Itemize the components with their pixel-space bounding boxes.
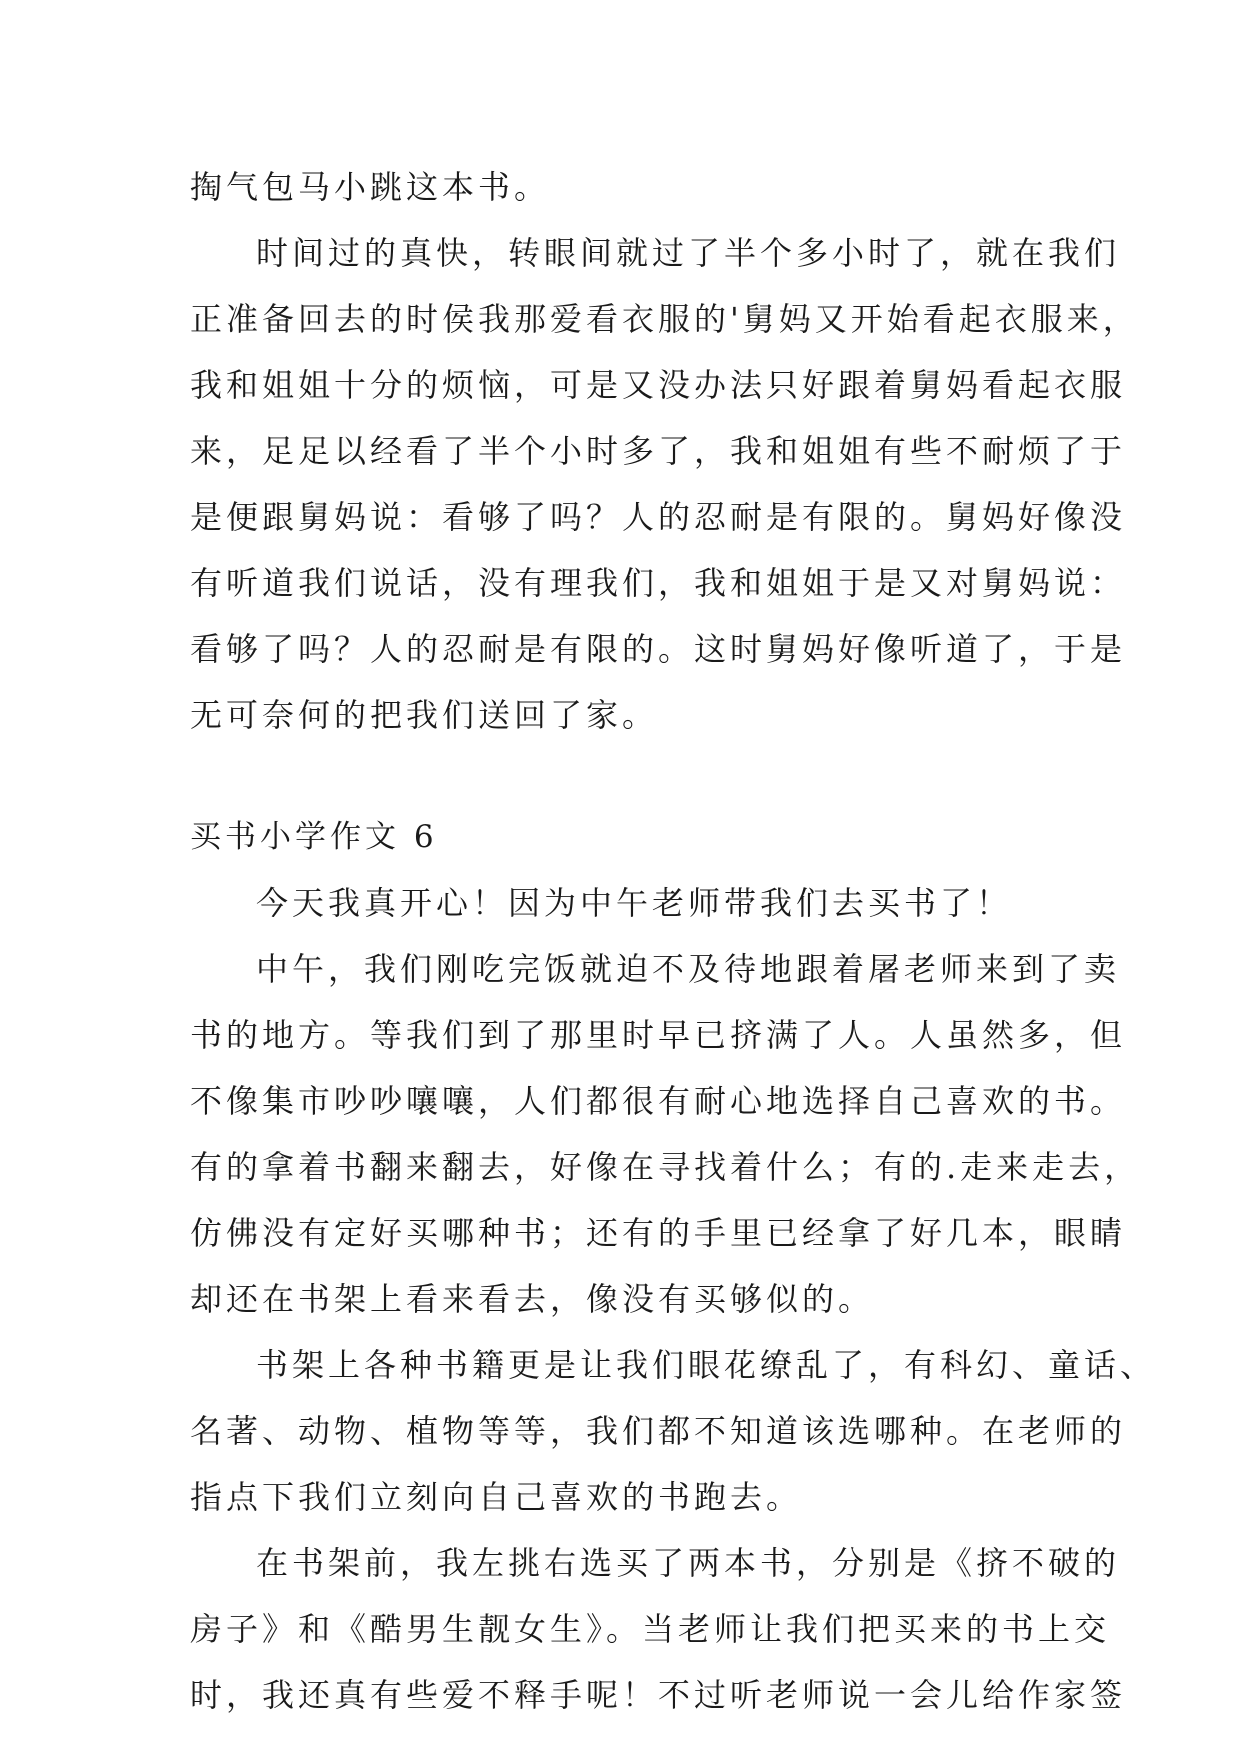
text-line: 来，足足以经看了半个小时多了，我和姐姐有些不耐烦了于 bbox=[190, 432, 1127, 470]
text-line: 却还在书架上看来看去，像没有买够似的。 bbox=[190, 1280, 875, 1318]
text-line: 有听道我们说话，没有理我们，我和姐姐于是又对舅妈说： bbox=[190, 564, 1127, 602]
document-body bbox=[190, 154, 1157, 1728]
paragraph bbox=[190, 154, 1070, 220]
text-line: 房子》和《酷男生靓女生》。当老师让我们把买来的书上交 bbox=[190, 1610, 1111, 1648]
text-line: 仿佛没有定好买哪种书；还有的手里已经拿了好几本，眼睛 bbox=[190, 1214, 1127, 1252]
section-title: 买书小学作文 6 bbox=[190, 819, 438, 855]
text-line: 是便跟舅妈说：看够了吗？人的忍耐是有限的。舅妈好像没 bbox=[190, 498, 1127, 536]
text-line: 掏气包马小跳这本书。 bbox=[190, 168, 551, 206]
text-line: 时，我还真有些爱不释手呢！不过听老师说一会儿给作家签 bbox=[190, 1676, 1127, 1714]
text-line: 我和姐姐十分的烦恼，可是又没办法只好跟着舅妈看起衣服 bbox=[190, 366, 1127, 404]
text-line: 不像集市吵吵嚷嚷，人们都很有耐心地选择自己喜欢的书。 bbox=[190, 1082, 1127, 1120]
text-line: 在书架前，我左挑右选买了两本书，分别是《挤不破的 bbox=[256, 1544, 1121, 1582]
text-line: 中午，我们刚吃完饭就迫不及待地跟着屠老师来到了卖 bbox=[256, 950, 1121, 988]
section-spacer bbox=[190, 748, 1070, 804]
text-line: 看够了吗？人的忍耐是有限的。这时舅妈好像听道了，于是 bbox=[190, 630, 1127, 668]
paragraph bbox=[190, 1332, 1157, 1530]
paragraph bbox=[190, 1530, 1127, 1728]
text-line: 书的地方。等我们到了那里时早已挤满了人。人虽然多，但 bbox=[190, 1016, 1127, 1054]
text-line: 今天我真开心！因为中午老师带我们去买书了！ bbox=[256, 884, 1013, 922]
text-line: 书架上各种书籍更是让我们眼花缭乱了，有科幻、童话、 bbox=[256, 1346, 1157, 1384]
paragraph bbox=[190, 870, 1070, 936]
text-line: 指点下我们立刻向自己喜欢的书跑去。 bbox=[190, 1478, 803, 1516]
paragraph bbox=[190, 936, 1141, 1332]
text-line: 正准备回去的时侯我那爱看衣服的'舅妈又开始看起衣服来， bbox=[190, 300, 1139, 338]
text-line: 时间过的真快，转眼间就过了半个多小时了，就在我们 bbox=[256, 234, 1121, 272]
paragraph bbox=[190, 220, 1139, 748]
text-line: 名著、动物、植物等等，我们都不知道该选哪种。在老师的 bbox=[190, 1412, 1127, 1450]
text-line: 无可奈何的把我们送回了家。 bbox=[190, 696, 659, 734]
text-line: 有的拿着书翻来翻去，好像在寻找着什么；有的.走来走去， bbox=[190, 1148, 1141, 1186]
